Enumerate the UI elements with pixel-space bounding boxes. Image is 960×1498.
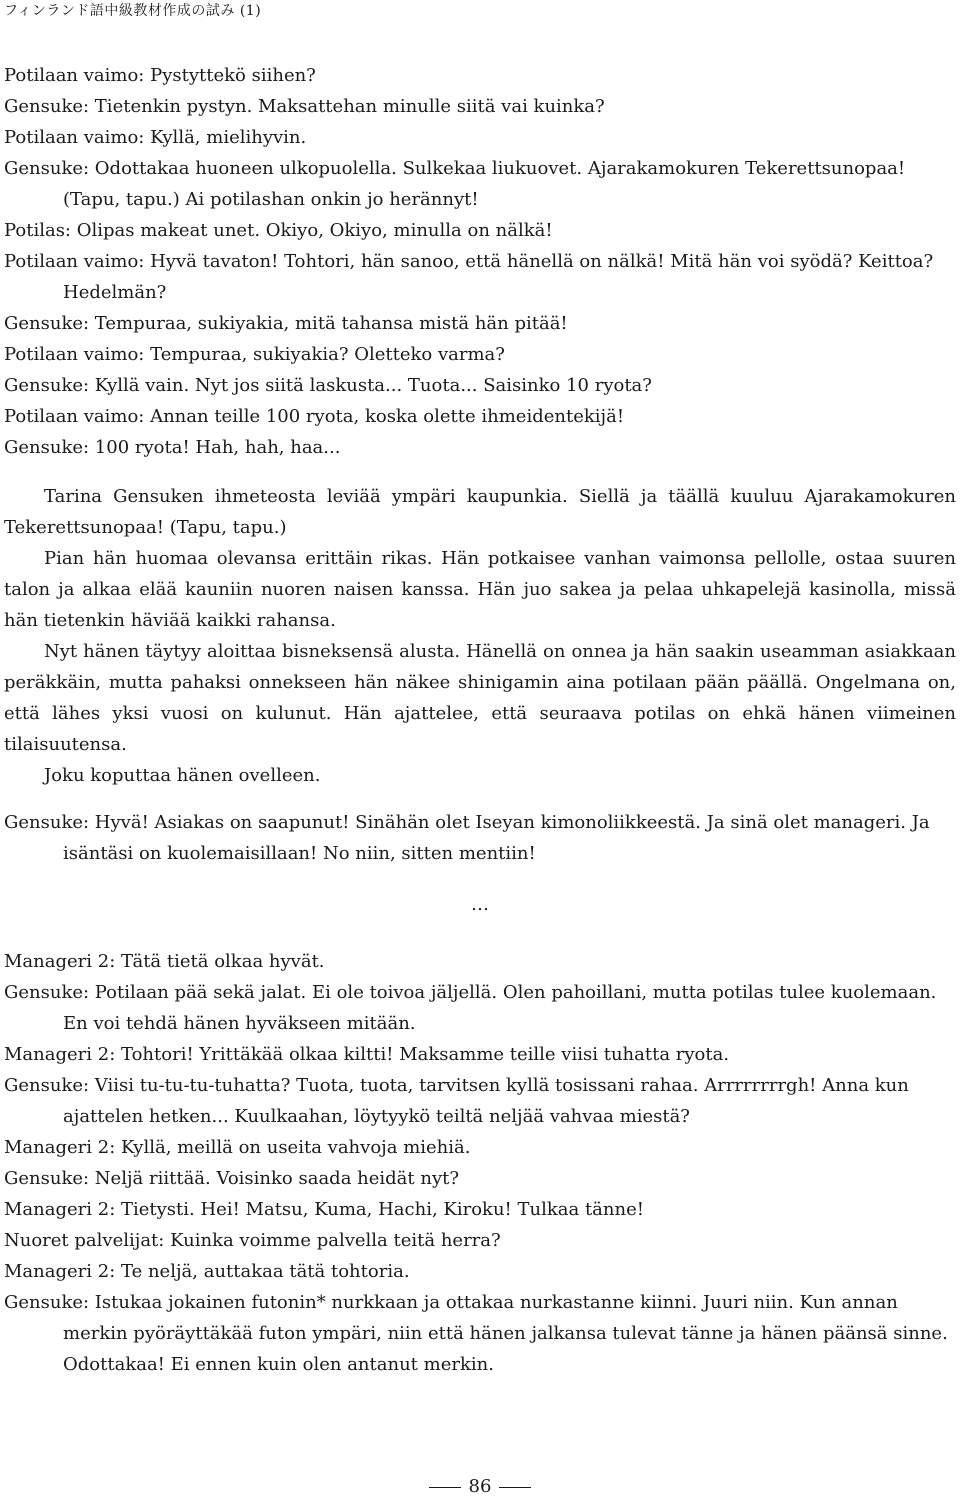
page-number-dash-left	[429, 1487, 461, 1488]
page-number: 86	[468, 1476, 492, 1497]
dialogue-line: Potilaan vaimo: Tempuraa, sukiyakia? Oletteko varma?	[4, 344, 505, 365]
narrative-paragraph: Joku koputtaa hänen ovelleen.	[44, 765, 321, 786]
dialogue-line: Potilas: Olipas makeat unet. Okiyo, Okiyo, minulla on nälkä!	[4, 220, 553, 241]
dialogue-line: Gensuke: Tietenkin pystyn. Maksattehan minulle siitä vai kuinka?	[4, 96, 605, 117]
dialogue-line: Nuoret palvelijat: Kuinka voimme palvella teitä herra?	[4, 1230, 501, 1251]
narrative-paragraph: Tarina Gensuken ihmeteosta leviää ympäri kaupunkia. Siellä ja täällä kuuluu Ajarakamokuren Tekerettsunopaa! (Tapu, tapu.)	[4, 486, 956, 538]
narrative-section	[4, 481, 956, 791]
dialogue-line: Gensuke: Tempuraa, sukiyakia, mitä tahansa mistä hän pitää!	[4, 313, 568, 334]
dialogue-section-3	[4, 946, 956, 1380]
dialogue-line: Potilaan vaimo: Pystyttekö siihen?	[4, 65, 316, 86]
dialogue-section-2	[4, 807, 956, 869]
page-number-dash-right	[499, 1487, 531, 1488]
dialogue-line: Manageri 2: Tätä tietä olkaa hyvät.	[4, 951, 325, 972]
scene-break: …	[471, 894, 489, 915]
dialogue-line: Gensuke: Viisi tu-tu-tu-tuhatta? Tuota, tuota, tarvitsen kyllä tosissani rahaa. Arrrrrrrrgh! Anna kun ajattelen hetken... Kuulkaahan, löytyykö teiltä neljää vahvaa miestä?	[4, 1075, 909, 1127]
running-header: フィンランド語中級教材作成の試み (1)	[4, 3, 262, 19]
dialogue-line: Potilaan vaimo: Kyllä, mielihyvin.	[4, 127, 307, 148]
dialogue-line: Gensuke: Kyllä vain. Nyt jos siitä laskusta... Tuota... Saisinko 10 ryota?	[4, 375, 652, 396]
dialogue-line: Manageri 2: Kyllä, meillä on useita vahvoja miehiä.	[4, 1137, 471, 1158]
dialogue-line: Gensuke: Odottakaa huoneen ulkopuolella. Sulkekaa liukuovet. Ajarakamokuren Tekerettsunopaa! (Tapu, tapu.) Ai potilashan onkin jo herännyt!	[4, 158, 906, 210]
dialogue-section-1	[4, 60, 956, 463]
page-footer	[0, 1476, 960, 1498]
narrative-paragraph: Nyt hänen täytyy aloittaa bisneksensä alusta. Hänellä on onnea ja hän saakin useamman asiakkaan peräkkäin, mutta pahaksi onnekseen hän näkee shinigamin aina potilaan pään päällä. Ongelmana on, että lähes yksi vuosi on kulunut. Hän ajattelee, että seuraava potilas on ehkä hänen viimeinen tilaisuutensa.	[4, 641, 956, 755]
document-body	[4, 60, 956, 1380]
dialogue-line: Gensuke: Istukaa jokainen futonin* nurkkaan ja ottakaa nurkastanne kiinni. Juuri niin. Kun annan merkin pyöräyttäkää futon ympäri, niin että hänen jalkansa tulevat tänne ja hänen päänsä sinne. Odottakaa! Ei ennen kuin olen antanut merkin.	[4, 1292, 948, 1375]
dialogue-line: Potilaan vaimo: Annan teille 100 ryota, koska olette ihmeidentekijä!	[4, 406, 625, 427]
dialogue-line: Gensuke: 100 ryota! Hah, hah, haa...	[4, 437, 341, 458]
narrative-paragraph: Pian hän huomaa olevansa erittäin rikas. Hän potkaisee vanhan vaimonsa pellolle, ostaa suuren talon ja alkaa elää kauniin nuoren naisen kanssa. Hän juo sakea ja pelaa uhkapelejä kasinolla, missä hän tietenkin häviää kaikki rahansa.	[4, 548, 956, 631]
dialogue-line: Gensuke: Potilaan pää sekä jalat. Ei ole toivoa jäljellä. Olen pahoillani, mutta potilas tulee kuolemaan. En voi tehdä hänen hyväkseen mitään.	[4, 982, 937, 1034]
dialogue-line: Manageri 2: Tohtori! Yrittäkää olkaa kiltti! Maksamme teille viisi tuhatta ryota.	[4, 1044, 730, 1065]
dialogue-line: Gensuke: Hyvä! Asiakas on saapunut! Sinähän olet Iseyan kimonoliikkeestä. Ja sinä olet manageri. Ja isäntäsi on kuolemaisillaan! No niin, sitten mentiin!	[4, 812, 930, 864]
dialogue-line: Manageri 2: Tietysti. Hei! Matsu, Kuma, Hachi, Kiroku! Tulkaa tänne!	[4, 1199, 644, 1220]
dialogue-line: Gensuke: Neljä riittää. Voisinko saada heidät nyt?	[4, 1168, 460, 1189]
dialogue-line: Potilaan vaimo: Hyvä tavaton! Tohtori, hän sanoo, että hänellä on nälkä! Mitä hän voi syödä? Keittoa? Hedelmän?	[4, 251, 934, 303]
dialogue-line: Manageri 2: Te neljä, auttakaa tätä tohtoria.	[4, 1261, 410, 1282]
